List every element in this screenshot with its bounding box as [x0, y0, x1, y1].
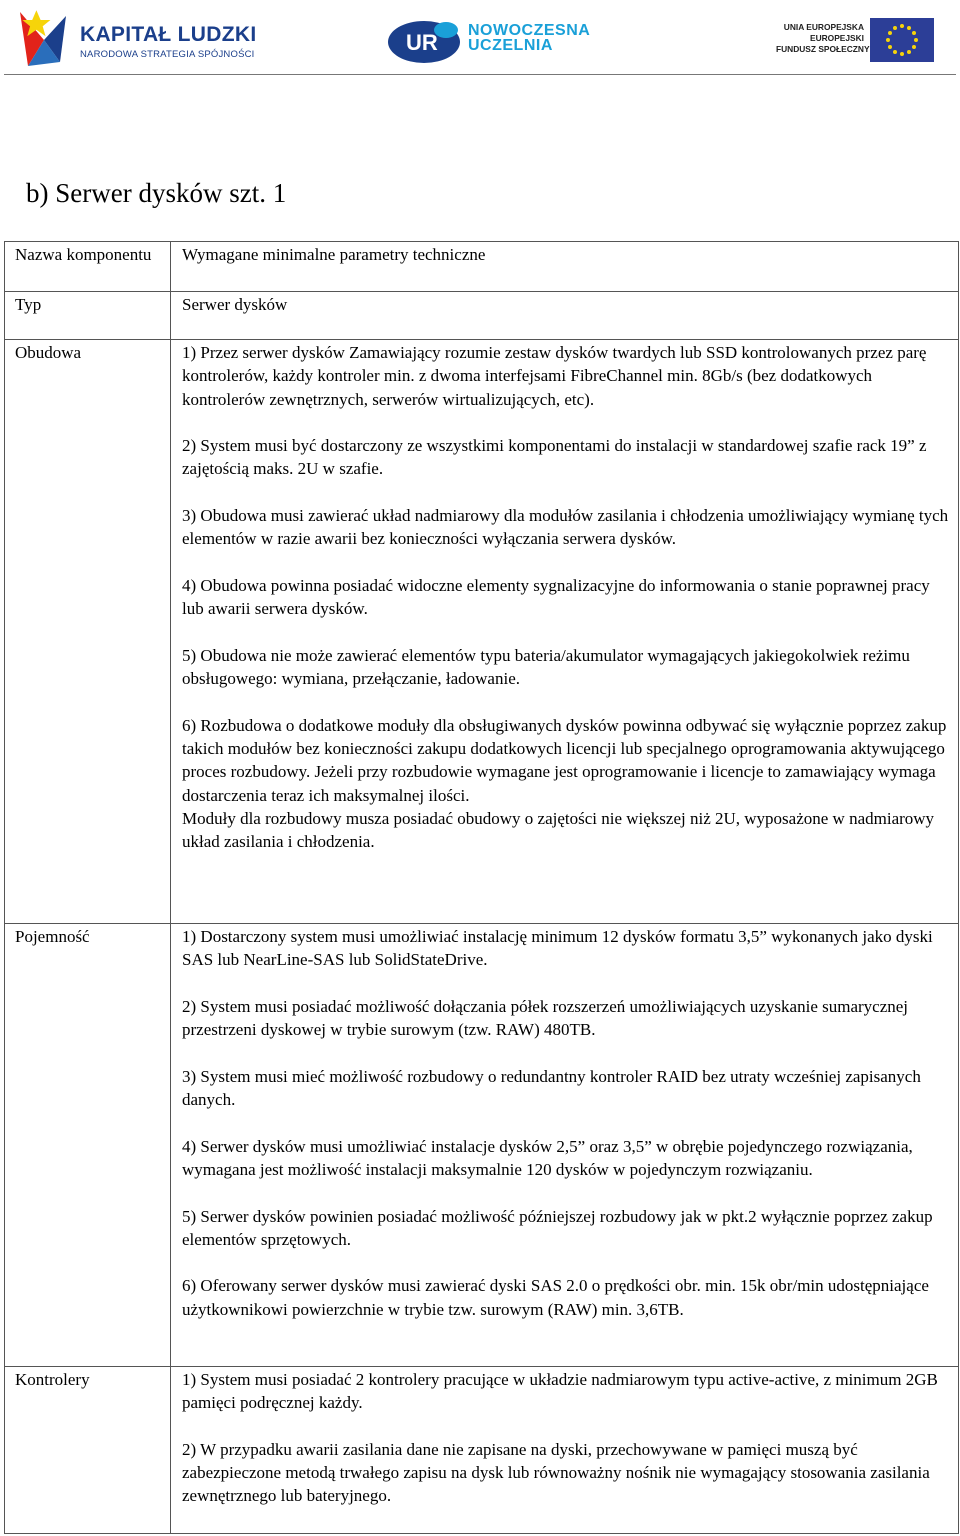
kapital-ludzki-title: KAPITAŁ LUDZKI	[80, 23, 257, 46]
kapital-ludzki-emblem-icon	[14, 6, 74, 72]
table-row-kontrolery	[5, 1367, 959, 1534]
obudowa-label: Obudowa	[5, 340, 171, 924]
table-row-typ	[5, 292, 959, 340]
obudowa-item-3: 3) Obudowa musi zawierać układ nadmiarowy dla modułów zasilania i chłodzenia umożliwiający wymianę tych elementów w razie awarii bez konieczności wyłączania serwera dysków.	[182, 506, 949, 549]
page-header	[0, 0, 960, 76]
ur-line2: UCZELNIA	[468, 37, 553, 54]
table-row-pojemnosc	[5, 924, 959, 1367]
kontrolery-label: Kontrolery	[5, 1367, 171, 1534]
eu-text	[776, 22, 870, 55]
obudowa-requirements	[171, 340, 959, 924]
pojemnosc-item-1: 1) Dostarczony system musi umożliwiać instalację minimum 12 dysków formatu 3,5” wykonanych jako dyski SAS lub NearLine-SAS lub SolidStateDrive.	[182, 927, 933, 970]
obudowa-item-4: 4) Obudowa powinna posiadać widoczne elementy sygnalizacyjne do informowania o stanie poprawnej pracy lub awarii serwera dysków.	[182, 575, 930, 619]
obudowa-item-5: 5) Obudowa nie może zawierać elementów typu bateria/akumulator wymagających jakiegokolwiek reżimu obsługowego: wymiana, przełączanie, ładowanie.	[182, 645, 910, 689]
kontrolery-item-1: 1) System musi posiadać 2 kontrolery pracujące w układzie nadmiarowym typu active-active, z minimum 2GB pamięci podręcznej każdy.	[182, 1370, 938, 1413]
kontrolery-requirements	[171, 1367, 959, 1534]
ur-emblem-icon	[386, 18, 466, 66]
typ-value: Serwer dysków	[171, 292, 959, 340]
header-name-cell: Nazwa komponentu	[5, 242, 171, 292]
obudowa-item-2: 2) System musi być dostarczony ze wszystkimi komponentami do instalacji w standardowej szafie rack 19” z zajętością maks. 2U w szafie.	[182, 436, 927, 479]
header-divider	[4, 74, 956, 75]
pojemnosc-item-4: 4) Serwer dysków musi umożliwiać instalacje dysków 2,5” oraz 3,5” w obrębie pojedynczego rozwiązania, wymagana jest możliwość instalacji maksymalnie 120 dysków w pojedynczym rozwiązaniu.	[182, 1136, 913, 1179]
pojemnosc-item-3: 3) System musi mieć możliwość rozbudowy o redundantny kontroler RAID bez utraty wcześniej zapisanych danych.	[182, 1066, 921, 1110]
kapital-ludzki-subtitle: NARODOWA STRATEGIA SPÓJNOŚCI	[80, 49, 255, 60]
document-title: b) Serwer dysków szt. 1	[26, 178, 287, 208]
ur-line1: NOWOCZESNA	[468, 22, 591, 39]
obudowa-note: Moduły dla rozbudowy musza posiadać obudowy o zajętości nie większej niż 2U, wyposażone w nadmiarowy układ zasilania i chłodzenia.	[182, 808, 935, 852]
eu-line3: FUNDUSZ SPOŁECZNY	[776, 44, 870, 54]
eu-flag-icon	[870, 18, 934, 62]
nowoczesna-uczelnia-logo	[386, 18, 591, 66]
kontrolery-item-2: 2) W przypadku awarii zasilania dane nie zapisane na dyski, przechowywane w pamięci muszą być zabezpieczone metodą trwałego zapisu na dysk lub równoważny nośnik nie wymagający stosowania zasilania zewnętrznego lub bateryjnego.	[182, 1439, 930, 1506]
eu-logo	[776, 18, 936, 64]
pojemnosc-requirements	[171, 924, 959, 1367]
kapital-ludzki-logo	[14, 6, 257, 72]
table-header-row	[5, 242, 959, 292]
table-row-obudowa	[5, 340, 959, 924]
spec-table	[4, 241, 959, 1534]
pojemnosc-label: Pojemność	[5, 924, 171, 1367]
typ-label: Typ	[5, 292, 171, 340]
pojemnosc-item-5: 5) Serwer dysków powinien posiadać możliwość późniejszej rozbudowy jak w pkt.2 wyłącznie poprzez zakup elementów sprzętowych.	[182, 1206, 933, 1249]
eu-line1: UNIA EUROPEJSKA	[783, 22, 864, 32]
pojemnosc-item-6: 6) Oferowany serwer dysków musi zawierać dyski SAS 2.0 o prędkości obr. min. 15k obr/min udostępniające użytkownikowi powierzchnie w trybie tzw. surowym (RAW) min. 3,6TB.	[182, 1276, 929, 1319]
nowoczesna-uczelnia-text	[468, 23, 590, 53]
pojemnosc-item-2: 2) System musi posiadać możliwość dołączania półek rozszerzeń umożliwiających uzyskanie sumarycznej przestrzeni dyskowej w trybie surowym (tzw. RAW) 480TB.	[182, 996, 909, 1040]
ur-mark: UR	[406, 30, 438, 55]
obudowa-item-6: 6) Rozbudowa o dodatkowe moduły dla obsługiwanych dysków powinna odbywać się wyłącznie poprzez zakup takich modułów bez konieczności zakupu dodatkowych licencji lub specjalnego oprogramowania aktywującego proces rozbudowy. Jeżeli przy rozbudowie wymagane jest oprogramowanie i licencje to zamawiający wymaga dostarczenia teraz ich maksymalnej ilości.	[182, 715, 947, 805]
obudowa-item-1: 1) Przez serwer dysków Zamawiający rozumie zestaw dysków twardych lub SSD kontrolowanych przez parę kontrolerów, każdy kontroler min. z dwoma interfejsami FibreChannel min. 8Gb/s (bez dodatkowych kontrolerów zewnętrznych, serwerów wirtualizujących, etc).	[182, 343, 927, 409]
header-value-cell: Wymagane minimalne parametry techniczne	[171, 242, 959, 292]
eu-line2: EUROPEJSKI	[810, 33, 864, 43]
